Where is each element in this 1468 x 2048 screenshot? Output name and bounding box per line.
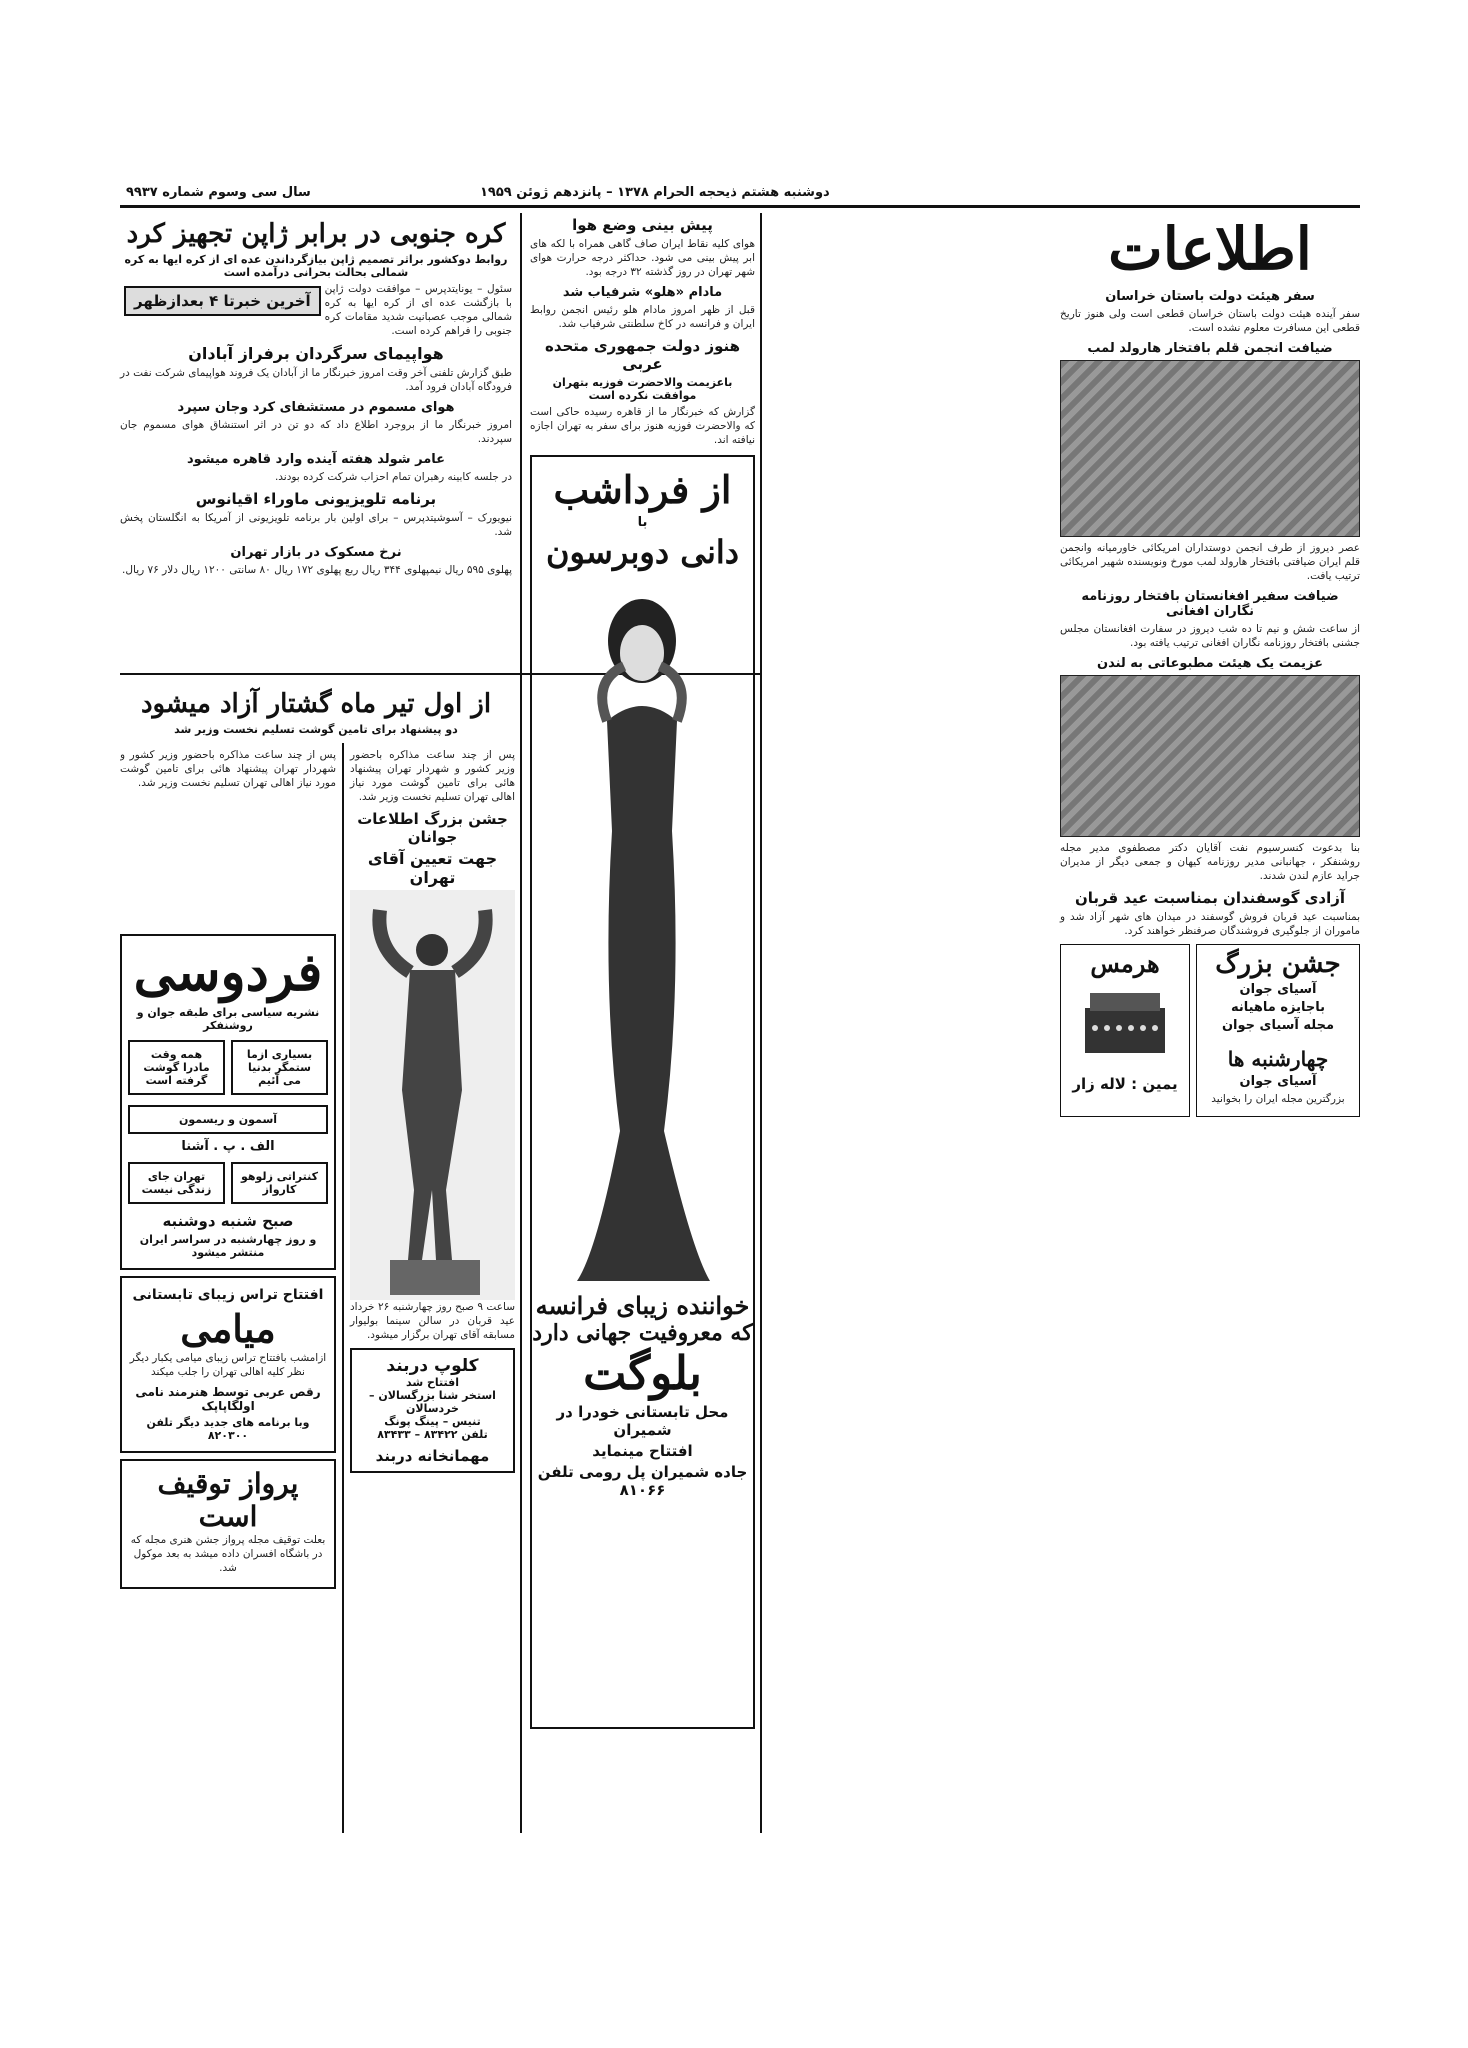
- article-text: پهلوی ۵۹۵ ریال نیمپهلوی ۳۴۴ ریال ربع پهلوی ۱۷۲ ریال ۸۰ سانتی ۱۲۰۰ ریال دلار ۷۶ ریال.: [122, 564, 512, 576]
- headline: نرخ مسکوک در بازار تهران: [230, 545, 402, 560]
- article-text: گزارش که خبرنگار ما از قاهره رسیده حاکی است که والاحضرت فوزیه هنوز برای سفر به تهران اجازه نیافته اند.: [530, 406, 755, 446]
- ad-title: پرواز توقیف است: [157, 1467, 299, 1533]
- ad-bloghat: [530, 455, 755, 1729]
- headline: مادام «هلو» شرفیاب شد: [562, 285, 723, 300]
- headline: عزیمت یک هیئت مطبوعاتی به لندن: [1096, 656, 1324, 671]
- singer-illustration: [532, 571, 753, 1291]
- ad-title: کلوپ دربند: [386, 1356, 479, 1376]
- ad-line: وبا برنامه های جدید دیگر تلفن ۸۲۰۳۰۰: [146, 1416, 310, 1442]
- ad-line: کنتراتی زلوهو کارواز: [231, 1162, 328, 1204]
- ad-title: میامی: [180, 1306, 276, 1351]
- ad-line: صبح شنبه دوشنبه: [162, 1212, 294, 1230]
- ad-title: چهارشنبه ها: [1227, 1047, 1329, 1071]
- article-text: طبق گزارش تلفنی آخر وقت امروز خبرنگار ما از آبادان یک فروند هواپیمای شرکت نفت در فرودگاه آبادان فرود آمد.: [120, 367, 512, 393]
- ad-line: تنیس – پینگ پونگ: [384, 1415, 481, 1428]
- article-text: پس از چند ساعت مذاکره باحضور وزیر کشور و شهردار تهران پیشنهاد هائی برای تامین گوشت مورد نیاز اهالی تهران تسلیم نخست وزیر شد.: [350, 749, 515, 803]
- ad-line: آسیای جوان: [1239, 982, 1317, 997]
- headline: هواپیمای سرگردان برفراز آبادان: [188, 344, 444, 363]
- article-text: سئول – یونایتدپرس – موافقت دولت ژاپن با بازگشت عده ای از کره ایها به کره شمالی موجب عصبانیت شدید مقامات کره جنوبی را فراهم کرده است.: [324, 283, 512, 337]
- photo-caption: ساعت ۹ صبح روز چهارشنبه ۲۶ خرداد عید قربان در سالن سینما بولیوار مسابقه آقای تهران برگزار میشود.: [350, 1301, 515, 1341]
- ad-title: مهمانخانه دربند: [375, 1447, 490, 1465]
- inner-left-column: [350, 748, 515, 1478]
- article-text: پس از چند ساعت مذاکره باحضور وزیر کشور و شهردار تهران پیشنهاد هائی برای تامین گوشت مورد نیاز اهالی تهران تسلیم نخست وزیر شد.: [120, 749, 336, 789]
- article-text: قبل از ظهر امروز مادام هلو رئیس انجمن روابط ایران و فرانسه در کاخ سلطنتی شرفیاب شد.: [530, 304, 755, 330]
- news-photo: [1060, 675, 1360, 837]
- article-text: امروز خبرنگار ما از بروجرد اطلاع داد که دو تن در اثر استنشاق هوای مسموم جان سپردند.: [120, 419, 512, 445]
- ad-line: آسیای جوان: [1239, 1074, 1317, 1089]
- headline: برنامه تلویزیونی ماوراء اقیانوس: [195, 490, 437, 508]
- article-text: در جلسه کابینه رهبران تمام احزاب شرکت کرده بودند.: [274, 471, 512, 483]
- ad-line: رقص عربی توسط هنرمند نامی اولگاپاپک: [135, 1385, 321, 1413]
- article-text: بمناسبت عید قربان فروش گوسفند در میدان های شهر آزاد شد و ماموران از جلوگیری فروشندگان صرفنظر خواهند کرد.: [1060, 911, 1360, 937]
- dateline-date: دوشنبه هشتم ذیحجه الحرام ۱۳۷۸ – پانزدهم ژوئن ۱۹۵۹: [480, 185, 830, 200]
- headline: سفر هیئت دولت باستان خراسان: [1105, 289, 1315, 304]
- ad-line: آسمون و ریسمون: [128, 1105, 328, 1134]
- ad-line: یمین : لاله زار: [1072, 1075, 1178, 1093]
- news-photo: [1060, 360, 1360, 537]
- ad-line: مجله آسیای جوان: [1221, 1018, 1335, 1033]
- ad-line: افتتاح تراس زیبای تابستانی: [132, 1287, 324, 1303]
- photo-caption: بنا بدعوت کنسرسیوم نفت آقایان دکتر مصطفوی مدیر مجله روشنفکر ، جهانبانی مدیر روزنامه کیهان و جمعی دیگر از مدیران جراید عازم لندن شدند.: [1060, 842, 1360, 882]
- ad-boxes: [128, 1157, 328, 1209]
- right-column: [1060, 213, 1360, 1117]
- ad-line: تلفن ۸۳۴۲۲ – ۸۳۴۳۳: [377, 1428, 488, 1441]
- ad-title: بلوگت: [583, 1346, 702, 1400]
- article-text: نیویورک – آسوشیتدپرس – برای اولین بار برنامه تلویزیونی از آمریکا به انگلستان پخش شد.: [120, 512, 512, 538]
- headline: ضیافت انجمن قلم بافتخار هارولد لمب: [1087, 341, 1333, 356]
- headline: پیش بینی وضع هوا: [572, 216, 713, 234]
- ad-parvaz: [120, 1459, 336, 1589]
- headline: ضیافت سفیر افغانستان بافتخار روزنامه نگاران افغانی: [1081, 589, 1339, 619]
- ad-line: محل تابستانی خودرا در شمیران: [556, 1403, 729, 1439]
- ad-line: استخر شنا بزرگسالان – خردسالان: [369, 1389, 496, 1415]
- article-text: سفر آینده هیئت دولت باستان خراسان قطعی است ولی هنوز تاریخ قطعی این مسافرت معلوم نشده است.: [1060, 308, 1360, 334]
- newspaper-page: [120, 183, 1360, 1863]
- ad-title: از فرداشب: [553, 467, 732, 512]
- column-divider: [760, 213, 762, 1833]
- meat-article: [120, 683, 512, 739]
- ad-line: بعلت توقیف مجله پرواز جشن هنری مجله که در باشگاه افسران داده میشد به بعد موکول شد.: [130, 1534, 326, 1574]
- headline: جشن بزرگ اطلاعات جوانان: [357, 810, 508, 846]
- dateline-bar: [120, 183, 1360, 208]
- headline: هنوز دولت جمهوری متحده عربی: [544, 337, 741, 373]
- headline: آزادی گوسفندان بمناسبت عید قربان: [1074, 889, 1346, 907]
- headline-sub: روابط دوکشور براثر تصمیم ژاپن بیازگرداندن عده ای از کره ایها به کره شمالی بحالت بحرانی درآمده است: [124, 253, 508, 279]
- left-column-top: [120, 213, 512, 583]
- ad-line: افتتاح مینماید: [592, 1442, 693, 1460]
- article-text: از ساعت شش و نیم تا ده شب دیروز در سفارت افغانستان مجلس جشنی بافتخار روزنامه نگاران افغانی ترتیب یافته بود.: [1060, 623, 1360, 649]
- ad-line: ازامشب بافتتاح تراس زیبای میامی یکبار دیگر نظر کلیه اهالی تهران را جلب میکند: [129, 1352, 327, 1378]
- ad-line: و روز چهارشنبه در سراسر ایران منتشر میشود: [139, 1233, 317, 1259]
- masthead-title: اطلاعات: [1108, 215, 1312, 283]
- photo-caption: عصر دیروز از طرف انجمن دوستداران امریکائی خاورمیانه وانجمن قلم ایران ضیافتی بافتخار هارولد لمب مورخ ونویسنده شهیر امریکائی ترتیب یافت.: [1060, 542, 1360, 582]
- ad-line: باجایزه ماهیانه: [1230, 1000, 1326, 1015]
- ad-line: افتتاح شد: [405, 1376, 459, 1389]
- typewriter-icon: [1075, 978, 1175, 1068]
- ad-club-darband: [350, 1348, 515, 1473]
- headline: کره جنوبی در برابر ژاپن تجهیز کرد: [126, 219, 506, 249]
- ad-ferdowsi: [120, 934, 336, 1270]
- headline: از اول تیر ماه گشتار آزاد میشود: [140, 689, 492, 719]
- bodybuilder-photo: [350, 890, 515, 1300]
- column-divider: [520, 213, 522, 1833]
- ad-boxes: [128, 1035, 328, 1100]
- article-text: هوای کلیه نقاط ایران صاف گاهی همراه با لکه های ابر پیش بینی می شود. حداکثر درجه حرارت هوای شهر تهران در روز گذشته ۳۲ درجه بود.: [530, 238, 755, 278]
- ad-line: نشریه سیاسی برای طبقه جوان و روشنفکر: [136, 1006, 320, 1032]
- ad-line: بسیاری ازما ستمگر بدنیا می آئیم: [231, 1040, 328, 1095]
- ad-title: دانی دوبرسون: [546, 533, 739, 571]
- headline-sub: باعزیمت والاحضرت فوزیه بتهران موافقت نکرده است: [552, 376, 733, 402]
- headline-sub: دو پیشنهاد برای تامین گوشت تسلیم نخست وزیر شد: [174, 723, 458, 736]
- ad-line: تهران جای زندگی نیست: [128, 1162, 225, 1204]
- headline: عامر شولد هفته آینده وارد قاهره میشود: [186, 452, 446, 467]
- ad-title: هرمس: [1090, 949, 1160, 978]
- ad-title: که معروفیت جهانی دارد: [532, 1320, 753, 1346]
- ad-title: فردوسی: [133, 942, 323, 1003]
- ad-line: همه وقت مادرا گوشت گرفته است: [128, 1040, 225, 1095]
- ad-line: با: [637, 515, 648, 530]
- latest-news-stamp: آخرین خبرتا ۴ بعدازظهر: [124, 286, 321, 316]
- column-divider: [342, 743, 344, 1833]
- headline: جهت تعیین آقای تهران: [367, 849, 498, 887]
- ad-asia-javan: [1196, 944, 1360, 1117]
- ad-title: خواننده زیبای فرانسه: [535, 1291, 750, 1320]
- outer-left-column: [120, 748, 336, 1589]
- ad-title: جشن بزرگ: [1215, 949, 1341, 979]
- middle-column: [530, 213, 755, 1729]
- ad-line: الف . پ . آشنا: [181, 1139, 275, 1154]
- issue-number: سال سی وسوم شماره ۹۹۳۷: [126, 185, 311, 200]
- ads-row: [1060, 944, 1360, 1117]
- ad-line: جاده شمیران پل رومی تلفن ۸۱۰۶۶: [537, 1463, 748, 1499]
- ad-line: بزرگترین مجله ایران را بخوانید: [1211, 1093, 1345, 1105]
- headline: هوای مسموم در مستشفای کرد وجان سپرد: [177, 400, 455, 415]
- ad-miami: [120, 1276, 336, 1453]
- ad-hermes: [1060, 944, 1190, 1117]
